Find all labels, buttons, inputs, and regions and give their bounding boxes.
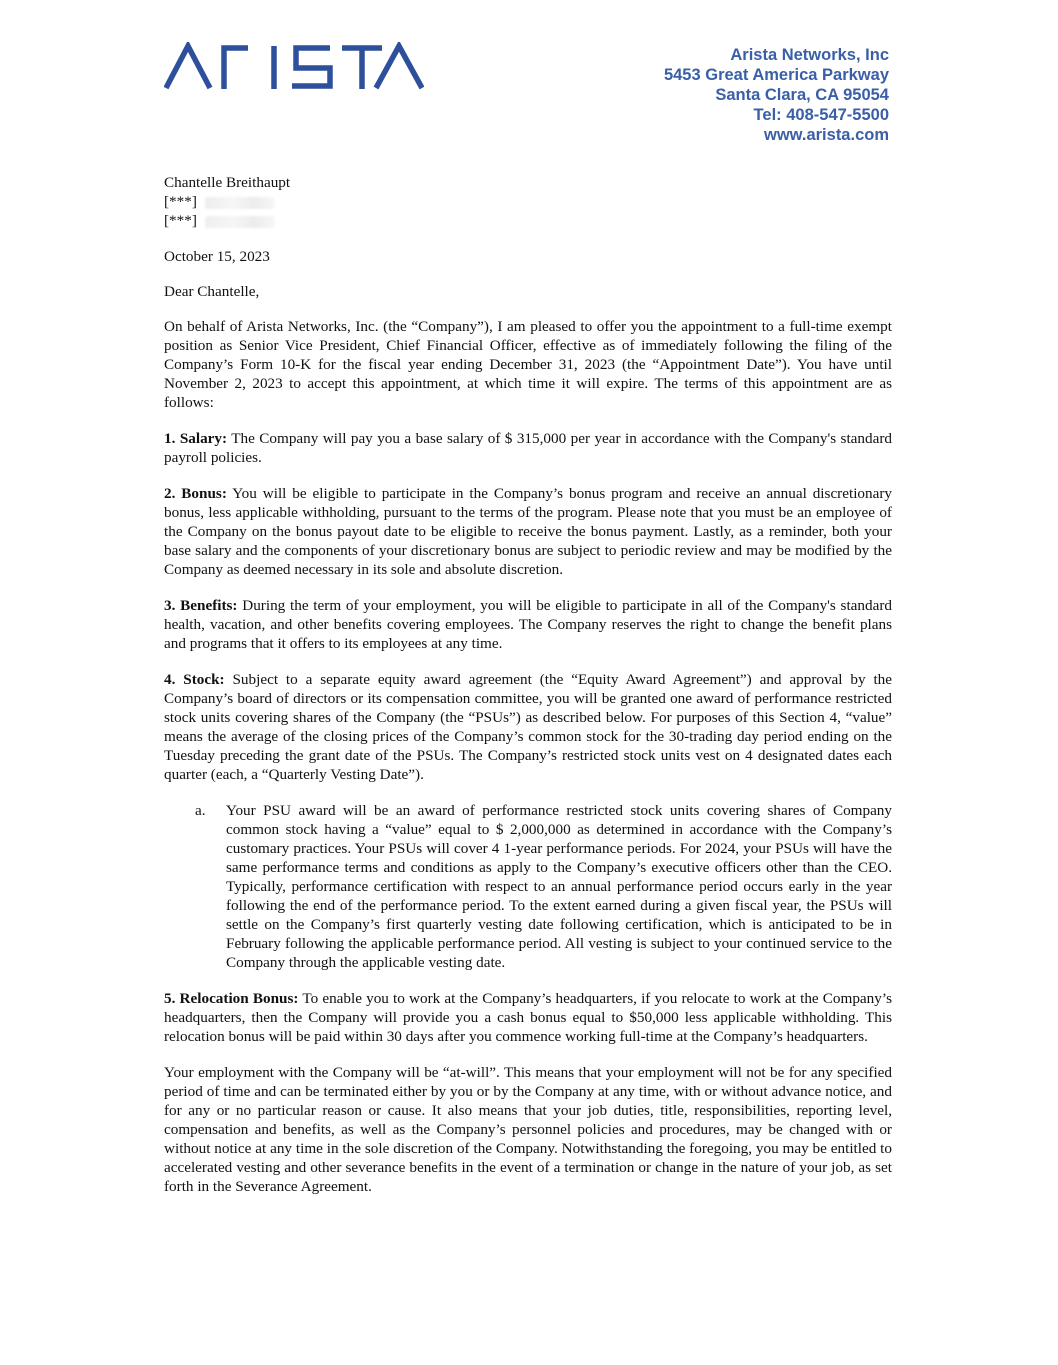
stock-section [164,670,892,784]
salary-section [164,429,892,467]
intro-paragraph: On behalf of Arista Networks, Inc. (the “Company”), I am pleased to offer you the appointment to a full-time exempt position as Senior Vice President, Chief Financial Officer, effective as of immediately following the filing of the Company’s Form 10-K for the fiscal year ending December 31, 2023 (the “Appointment Date”). You have until November 2, 2023 to accept this appointment, at which time it will expire. The terms of this appointment are as follows: [164,318,892,411]
redacted-text [205,197,275,209]
list-marker: a. [195,802,206,819]
redaction-marker: [***] [164,193,197,210]
company-website: www.arista.com [763,126,889,144]
recipient-address [164,173,892,230]
section-heading: 1. Salary: [164,430,228,447]
redaction-marker: [***] [164,212,197,229]
arista-logo [164,42,424,92]
letter-body [164,173,892,1196]
letter-date: October 15, 2023 [164,248,270,265]
company-phone: Tel: 408-547-5500 [753,106,889,124]
recipient-name: Chantelle Breithaupt [164,174,291,191]
at-will-paragraph: Your employment with the Company will be “at-will”. This means that your employment will not be for any specified period of time and can be terminated either by you or by the Company at any time, with or without advance notice, and for any or no particular reason or cause. It also means that your job duties, title, responsibilities, reporting level, compensation and benefits, as well as the Company’s personnel policies and procedures, may be changed with or without notice at any time in the sole discretion of the Company. Notwithstanding the foregoing, you may be entitled to accelerated vesting and other severance benefits in the event of a termination or change in the nature of your job, as set forth in the Severance Agreement. [164,1064,892,1195]
company-city: Santa Clara, CA 95054 [715,86,889,104]
salutation: Dear Chantelle, [164,283,260,300]
company-name: Arista Networks, Inc [730,46,889,64]
section-text: You will be eligible to participate in the Company’s bonus program and receive an annual discretionary bonus, less applicable withholding, pursuant to the terms of the program. Please note that you must be an employee of the Company on the bonus payout date to be eligible to receive the bonus payment. Lastly, as a reminder, both your base salary and the components of your discretionary bonus are subject to periodic review and may be modified by the Company as deemed necessary in its sole and absolute discretion. [164,485,892,578]
company-street: 5453 Great America Parkway [663,66,889,84]
stock-subitem [195,801,892,972]
section-heading: 5. Relocation Bonus: [164,990,299,1007]
redacted-text [205,216,275,228]
relocation-section [164,989,892,1046]
company-address-block [664,45,889,145]
section-text: Subject to a separate equity award agreement (the “Equity Award Agreement”) and approval by the Company’s board of directors or its compensation committee, you will be granted one award of performance restricted stock units covering shares of the Company (the “PSUs”) as described below. For purposes of this Section 4, “value” means the average of the closing prices of the Company’s common stock for the 30-trading day period ending on the Tuesday preceding the grant date of the PSUs. The Company’s restricted stock units vest on 4 designated dates each quarter (each, a “Quarterly Vesting Date”). [164,671,893,783]
section-heading: 3. Benefits: [164,597,238,614]
recipient-address-line [164,211,892,230]
bonus-section [164,484,892,579]
section-heading: 4. Stock: [164,671,225,688]
section-text: The Company will pay you a base salary of $ 315,000 per year in accordance with the Company's standard payroll policies. [164,430,893,466]
list-item-text: Your PSU award will be an award of performance restricted stock units covering shares of Company common stock having a “value” equal to $ 2,000,000 as determined in accordance with the Company’s customary practices. Your PSUs will cover 4 1-year performance periods. For 2024, your PSUs will have the same performance terms and conditions as apply to the Company’s executive officers other than the CEO. Typically, performance certification with respect to an annual performance period occurs early in the year following the end of the performance period. To the extent earned during a given fiscal year, the PSUs will settle on the Company’s first quarterly vesting date following certification, which is anticipated to be in February following the applicable performance period. All vesting is subject to your continued service to the Company through the applicable vesting date. [226,802,892,971]
recipient-address-line [164,192,892,211]
section-text: To enable you to work at the Company’s headquarters, if you relocate to work at the Company’s headquarters, then the Company will provide you a cash bonus equal to $50,000 less applicable withholding. This relocation bonus will be paid within 30 days after you commence working full-time at the Company’s headquarters. [164,990,892,1045]
section-heading: 2. Bonus: [164,485,227,502]
section-text: During the term of your employment, you will be eligible to participate in all of the Company's standard health, vacation, and other benefits covering employees. The Company reserves the right to change the benefit plans and programs that it offers to its employees at any time. [164,597,893,652]
benefits-section [164,596,892,653]
